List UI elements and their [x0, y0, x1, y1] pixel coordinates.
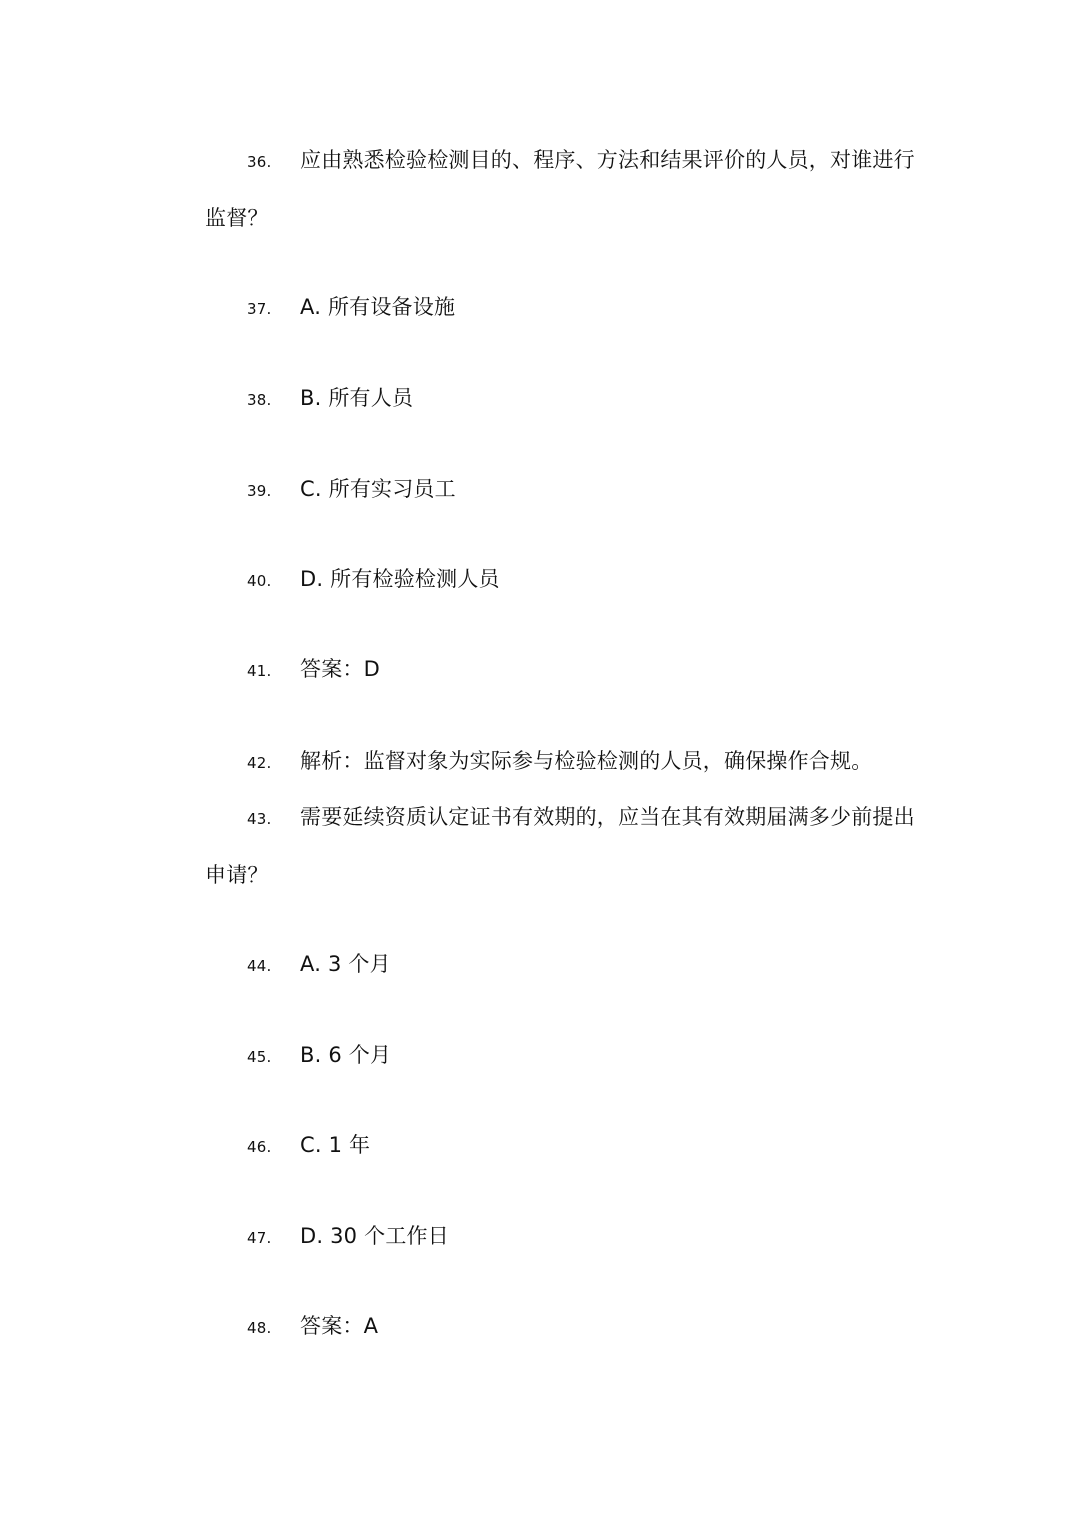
list-item — [205, 132, 915, 246]
item-number: 43. — [247, 810, 272, 828]
item-text: A. 3 个月 — [300, 952, 391, 976]
item-text: D. 30 个工作日 — [300, 1224, 449, 1248]
item-number: 37. — [247, 300, 272, 318]
item-text: A. 所有设备设施 — [300, 295, 456, 319]
list-item — [205, 461, 915, 519]
item-number: 41. — [247, 662, 272, 680]
item-number: 40. — [247, 572, 272, 590]
item-text: C. 所有实习员工 — [300, 477, 456, 501]
item-number: 42. — [247, 754, 272, 772]
item-number: 38. — [247, 391, 272, 409]
list-item — [205, 1208, 915, 1266]
item-text: 解析：监督对象为实际参与检验检测的人员，确保操作合规。 — [300, 749, 873, 773]
item-number: 46. — [247, 1138, 272, 1156]
list-item — [205, 1298, 915, 1356]
item-text: 需要延续资质认定证书有效期的，应当在其有效期届满多少前提出申请？ — [205, 805, 915, 887]
list-item — [205, 370, 915, 428]
item-number: 47. — [247, 1229, 272, 1247]
item-number: 48. — [247, 1319, 272, 1337]
item-text: 答案：A — [300, 1314, 379, 1338]
list-item — [205, 733, 915, 791]
item-text: B. 6 个月 — [300, 1043, 392, 1067]
list-item — [205, 1027, 915, 1085]
item-text: 应由熟悉检验检测目的、程序、方法和结果评价的人员，对谁进行监督？ — [205, 148, 915, 230]
item-number: 45. — [247, 1048, 272, 1066]
item-number: 36. — [247, 153, 272, 171]
item-text: B. 所有人员 — [300, 386, 414, 410]
list-item — [205, 279, 915, 337]
item-text: C. 1 年 — [300, 1133, 371, 1157]
item-text: 答案：D — [300, 657, 380, 681]
list-item — [205, 789, 915, 903]
list-item — [205, 641, 915, 699]
list-item — [205, 551, 915, 609]
item-number: 39. — [247, 482, 272, 500]
list-item — [205, 1117, 915, 1175]
list-item — [205, 936, 915, 994]
item-text: D. 所有检验检测人员 — [300, 567, 500, 591]
item-number: 44. — [247, 957, 272, 975]
